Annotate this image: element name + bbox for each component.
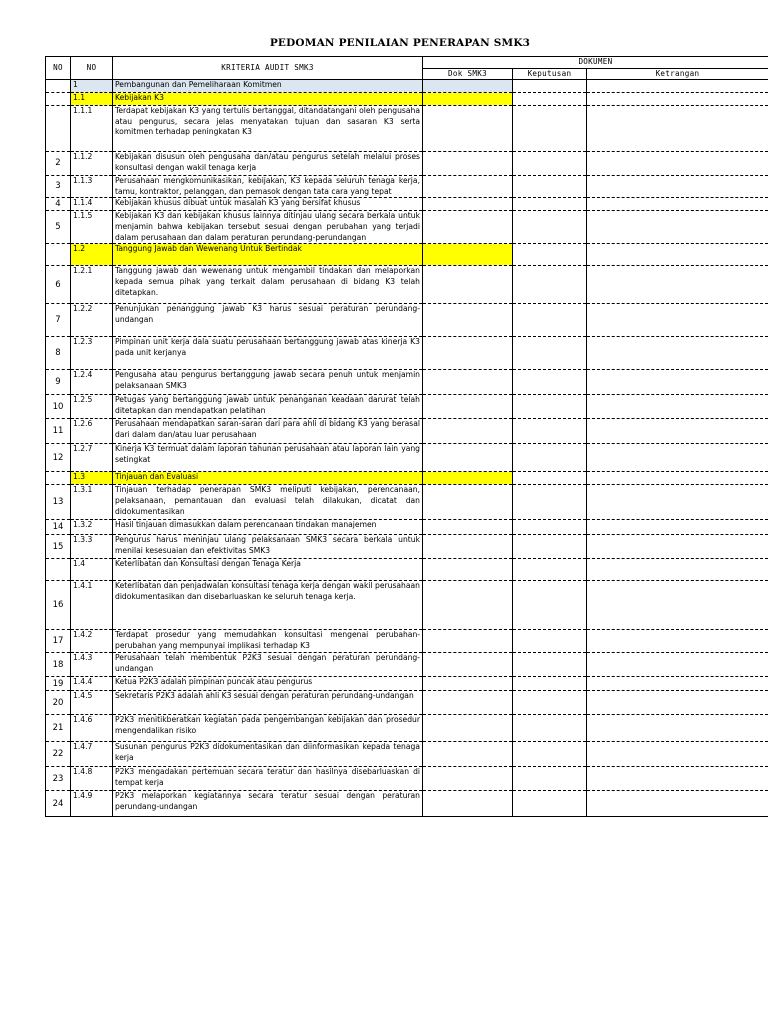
keterangan-cell (587, 444, 768, 472)
keterangan-cell (587, 93, 768, 106)
dok-smk3-cell (423, 106, 513, 152)
keterangan-cell (587, 244, 768, 266)
criteria-text: Pengurus harus meninjau ulang pelaksanaan SMK3 secara berkala untuk menilai kesesuaian dan efektivitas SMK3 (113, 535, 423, 559)
criteria-text: Ketua P2K3 adalah pimpinan puncak atau pengurus (113, 677, 423, 691)
criteria-code: 1.2.3 (71, 337, 113, 370)
dok-smk3-cell (423, 152, 513, 176)
criteria-code: 1.4.8 (71, 767, 113, 791)
row-number: 24 (46, 791, 71, 817)
criteria-text: Sekretaris P2K3 adalah ahli K3 sesuai dengan peraturan perundang-undangan (113, 691, 423, 715)
keputusan-cell (513, 691, 587, 715)
keputusan-cell (513, 198, 587, 211)
dok-smk3-cell (423, 337, 513, 370)
criteria-code: 1.3.3 (71, 535, 113, 559)
keputusan-cell (513, 535, 587, 559)
keputusan-cell (513, 93, 587, 106)
row-number: 20 (46, 691, 71, 715)
keputusan-cell (513, 176, 587, 198)
keputusan-cell (513, 791, 587, 817)
dok-smk3-cell (423, 80, 513, 93)
keterangan-cell (587, 715, 768, 742)
criteria-text: P2K3 melaporkan kegiatannya secara teratur sesuai dengan peraturan perundang-undangan (113, 791, 423, 817)
keputusan-cell (513, 244, 587, 266)
keputusan-cell (513, 485, 587, 520)
table-row (46, 472, 768, 485)
keputusan-cell (513, 419, 587, 444)
keterangan-cell (587, 691, 768, 715)
criteria-text: Perusahaan telah membentuk P2K3 sesuai dengan peraturan perundang-undangan (113, 653, 423, 677)
keterangan-cell (587, 535, 768, 559)
keputusan-cell (513, 106, 587, 152)
table-row (46, 791, 768, 817)
keputusan-cell (513, 304, 587, 337)
keputusan-cell (513, 559, 587, 581)
keterangan-cell (587, 419, 768, 444)
keterangan-cell (587, 630, 768, 653)
criteria-code: 1.3.2 (71, 520, 113, 535)
criteria-text: Kinerja K3 termuat dalam laporan tahunan perusahaan atau laporan lain yang setingkat (113, 444, 423, 472)
row-number: 23 (46, 767, 71, 791)
criteria-code: 1.4.3 (71, 653, 113, 677)
table-row (46, 93, 768, 106)
row-number (46, 559, 71, 581)
table-row (46, 653, 768, 677)
criteria-text: Petugas yang bertanggung jawab untuk penanganan keadaan darurat telah ditetapkan dan mendapatkan pelatihan (113, 395, 423, 419)
keputusan-cell (513, 742, 587, 767)
row-number: 18 (46, 653, 71, 677)
table-row (46, 485, 768, 520)
dok-smk3-cell (423, 630, 513, 653)
dok-smk3-cell (423, 791, 513, 817)
keputusan-cell (513, 767, 587, 791)
criteria-text: Hasil tinjauan dimasukkan dalam perencanaan tindakan manajemen (113, 520, 423, 535)
criteria-text: Pimpinan unit kerja dala suatu perusahaan bertanggung jawab atas kinerja K3 pada unit kerjanya (113, 337, 423, 370)
criteria-code: 1.4.5 (71, 691, 113, 715)
table-row (46, 152, 768, 176)
row-number: 3 (46, 176, 71, 198)
keterangan-cell (587, 370, 768, 395)
table-row (46, 767, 768, 791)
keputusan-cell (513, 581, 587, 630)
table-row (46, 742, 768, 767)
dok-smk3-cell (423, 419, 513, 444)
dok-smk3-cell (423, 677, 513, 691)
table-row (46, 80, 768, 93)
keterangan-cell (587, 520, 768, 535)
criteria-text: Kebijakan disusun oleh pengusaha dan/atau pengurus setelah melalui proses konsultasi dengan wakil tenaga kerja (113, 152, 423, 176)
table-row (46, 535, 768, 559)
keputusan-cell (513, 444, 587, 472)
table-row (46, 395, 768, 419)
criteria-text: Tinjauan terhadap penerapan SMK3 meliputi kebijakan, perencanaan, pelaksanaan, pemantauan dan evaluasi telah dilakukan, dicatat dan didokumentasikan (113, 485, 423, 520)
criteria-text: Tanggung jawab dan wewenang untuk mengambil tindakan dan melaporkan kepada semua pihak yang terkait dalam perusahaan di bidang K3 telah ditetapkan. (113, 266, 423, 304)
row-number (46, 93, 71, 106)
table-row (46, 520, 768, 535)
row-number: 8 (46, 337, 71, 370)
criteria-code: 1.4.2 (71, 630, 113, 653)
criteria-text: Kebijakan khusus dibuat untuk masalah K3 yang bersifat khusus (113, 198, 423, 211)
header-keputusan: Keputusan (513, 68, 587, 80)
keterangan-cell (587, 653, 768, 677)
keputusan-cell (513, 337, 587, 370)
criteria-text: Susunan pengurus P2K3 didokumentasikan dan diinformasikan kepada tenaga kerja (113, 742, 423, 767)
table-row (46, 691, 768, 715)
keterangan-cell (587, 395, 768, 419)
criteria-code: 1.2 (71, 244, 113, 266)
criteria-code: 1 (71, 80, 113, 93)
row-number: 12 (46, 444, 71, 472)
criteria-code: 1.1.2 (71, 152, 113, 176)
criteria-code: 1.2.1 (71, 266, 113, 304)
header-no-2: NO (71, 57, 113, 80)
audit-table (45, 56, 768, 817)
criteria-text: Perusahaan mengkomunikasikan, kebijakan, K3 kepada seluruh tenaga kerja, tamu, kontraktor, pelanggan, dan pemasok dengan tata cara yang tepat (113, 176, 423, 198)
criteria-text: Terdapat kebijakan K3 yang tertulis bertanggal, ditandatangani oleh pengusaha atau pengurus, secara jelas menyatakan tujuan dan sasaran K3 serta komitmen terhadap peningkatan K3 (113, 106, 423, 152)
keputusan-cell (513, 370, 587, 395)
keterangan-cell (587, 198, 768, 211)
keputusan-cell (513, 630, 587, 653)
criteria-text: Keterlibatan dan Konsultasi dengan Tenaga Kerja (113, 559, 423, 581)
dok-smk3-cell (423, 211, 513, 244)
keterangan-cell (587, 106, 768, 152)
table-row (46, 106, 768, 152)
header-dok-smk3: Dok SMK3 (423, 68, 513, 80)
keterangan-cell (587, 266, 768, 304)
criteria-code: 1.2.7 (71, 444, 113, 472)
table-row (46, 715, 768, 742)
keterangan-cell (587, 581, 768, 630)
criteria-code: 1.2.4 (71, 370, 113, 395)
table-row (46, 304, 768, 337)
criteria-code: 1.4.9 (71, 791, 113, 817)
criteria-code: 1.2.6 (71, 419, 113, 444)
keterangan-cell (587, 176, 768, 198)
criteria-code: 1.4.7 (71, 742, 113, 767)
table-row (46, 444, 768, 472)
criteria-code: 1.2.5 (71, 395, 113, 419)
keputusan-cell (513, 266, 587, 304)
dok-smk3-cell (423, 304, 513, 337)
row-number: 15 (46, 535, 71, 559)
keputusan-cell (513, 715, 587, 742)
row-number: 2 (46, 152, 71, 176)
dok-smk3-cell (423, 691, 513, 715)
table-row (46, 211, 768, 244)
table-body (46, 80, 768, 817)
row-number: 6 (46, 266, 71, 304)
row-number: 14 (46, 520, 71, 535)
keterangan-cell (587, 472, 768, 485)
criteria-code: 1.4.1 (71, 581, 113, 630)
row-number: 17 (46, 630, 71, 653)
header-dokumen: DOKUMEN (423, 57, 768, 69)
criteria-code: 1.1.5 (71, 211, 113, 244)
criteria-code: 1.1.4 (71, 198, 113, 211)
keputusan-cell (513, 520, 587, 535)
dok-smk3-cell (423, 520, 513, 535)
criteria-text: P2K3 menitikberatkan kegiatan pada pengembangan kebijakan dan prosedur mengendalikan risiko (113, 715, 423, 742)
dok-smk3-cell (423, 266, 513, 304)
dok-smk3-cell (423, 559, 513, 581)
criteria-text: Kebijakan K3 (113, 93, 423, 106)
table-row (46, 370, 768, 395)
criteria-text: Terdapat prosedur yang memudahkan konsultasi mengenai perubahan-perubahan yang mempunyai implikasi terhadap K3 (113, 630, 423, 653)
criteria-text: Keterlibatan dan penjadwalan konsultasi tenaga kerja dengan wakil perusahaan didokumentasikan dan disebarluaskan ke seluruh tenaga kerja. (113, 581, 423, 630)
row-number (46, 244, 71, 266)
dok-smk3-cell (423, 535, 513, 559)
dok-smk3-cell (423, 395, 513, 419)
row-number: 9 (46, 370, 71, 395)
keputusan-cell (513, 653, 587, 677)
criteria-code: 1.3 (71, 472, 113, 485)
keputusan-cell (513, 211, 587, 244)
table-row (46, 266, 768, 304)
table-row (46, 559, 768, 581)
keterangan-cell (587, 80, 768, 93)
keterangan-cell (587, 152, 768, 176)
dok-smk3-cell (423, 581, 513, 630)
table-row (46, 198, 768, 211)
dok-smk3-cell (423, 93, 513, 106)
dok-smk3-cell (423, 370, 513, 395)
row-number (46, 472, 71, 485)
criteria-text: Tanggung Jawab dan Wewenang Untuk Bertindak (113, 244, 423, 266)
keterangan-cell (587, 742, 768, 767)
dok-smk3-cell (423, 767, 513, 791)
keterangan-cell (587, 791, 768, 817)
criteria-text: Pengusaha atau pengurus bertanggung jawab secara penuh untuk menjamin pelaksanaan SMK3 (113, 370, 423, 395)
keputusan-cell (513, 80, 587, 93)
table-row (46, 419, 768, 444)
criteria-code: 1.1 (71, 93, 113, 106)
table-row (46, 677, 768, 691)
criteria-code: 1.2.2 (71, 304, 113, 337)
criteria-text: P2K3 mengadakan pertemuan secara teratur dan hasilnya disebarluaskan di tempat kerja (113, 767, 423, 791)
criteria-code: 1.1.3 (71, 176, 113, 198)
keputusan-cell (513, 395, 587, 419)
header-no-1: NO (46, 57, 71, 80)
row-number: 21 (46, 715, 71, 742)
criteria-text: Perusahaan mendapatkan saran-saran dari para ahli di bidang K3 yang berasal dari dalam dan/atau luar perusahaan (113, 419, 423, 444)
keterangan-cell (587, 485, 768, 520)
criteria-code: 1.4.4 (71, 677, 113, 691)
keputusan-cell (513, 677, 587, 691)
table-row (46, 244, 768, 266)
criteria-code: 1.4.6 (71, 715, 113, 742)
row-number: 4 (46, 198, 71, 211)
dok-smk3-cell (423, 653, 513, 677)
criteria-text: Pembangunan dan Pemeliharaan Komitmen (113, 80, 423, 93)
criteria-code: 1.1.1 (71, 106, 113, 152)
dok-smk3-cell (423, 742, 513, 767)
keterangan-cell (587, 677, 768, 691)
criteria-code: 1.3.1 (71, 485, 113, 520)
criteria-text: Kebijakan K3 dan kebijakan khusus lainnya ditinjau ulang secara berkala untuk menjamin bahwa kebijakan tersebut sesuai dengan perubahan yang terjadi dalam perusahaan dan dalam peraturan perundang-perundangan (113, 211, 423, 244)
keterangan-cell (587, 559, 768, 581)
row-number: 11 (46, 419, 71, 444)
row-number: 7 (46, 304, 71, 337)
keterangan-cell (587, 337, 768, 370)
header-kriteria: KRITERIA AUDIT SMK3 (113, 57, 423, 80)
criteria-text: Tinjauan dan Evaluasi (113, 472, 423, 485)
row-number: 16 (46, 581, 71, 630)
dok-smk3-cell (423, 198, 513, 211)
row-number (46, 80, 71, 93)
table-row (46, 176, 768, 198)
row-number: 19 (46, 677, 71, 691)
header-keterangan: Ketrangan (587, 68, 768, 80)
table-row (46, 581, 768, 630)
page-title: PEDOMAN PENILAIAN PENERAPAN SMK3 (269, 37, 531, 49)
dok-smk3-cell (423, 444, 513, 472)
keterangan-cell (587, 304, 768, 337)
dok-smk3-cell (423, 176, 513, 198)
row-number: 5 (46, 211, 71, 244)
keterangan-cell (587, 767, 768, 791)
row-number: 10 (46, 395, 71, 419)
table-row (46, 630, 768, 653)
row-number: 22 (46, 742, 71, 767)
dok-smk3-cell (423, 244, 513, 266)
keterangan-cell (587, 211, 768, 244)
keputusan-cell (513, 472, 587, 485)
dok-smk3-cell (423, 485, 513, 520)
criteria-code: 1.4 (71, 559, 113, 581)
row-number (46, 106, 71, 152)
table-row (46, 337, 768, 370)
criteria-text: Penunjukan penanggung jawab K3 harus sesuai peraturan perundang-undangan (113, 304, 423, 337)
row-number: 13 (46, 485, 71, 520)
keputusan-cell (513, 152, 587, 176)
dok-smk3-cell (423, 715, 513, 742)
dok-smk3-cell (423, 472, 513, 485)
